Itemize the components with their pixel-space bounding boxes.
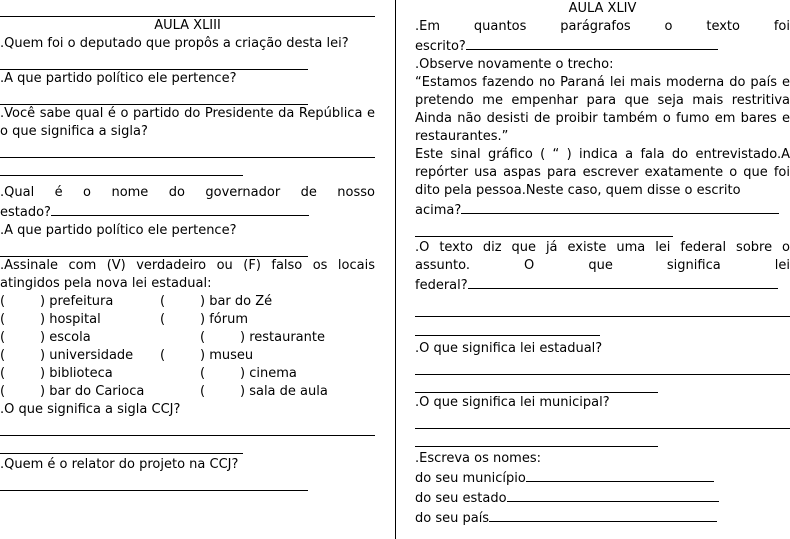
option-row (0, 383, 375, 401)
question-party: .A que partido político ele pertence? (0, 71, 237, 86)
answer-line[interactable] (0, 435, 375, 436)
answer-line[interactable] (0, 175, 243, 176)
question-governor-party: .A que partido político ele pertence? (0, 223, 237, 238)
option-label: ) prefeitura (40, 294, 114, 309)
answer-field[interactable] (507, 488, 719, 502)
answer-field[interactable] (466, 36, 718, 50)
option-label: ) escola (40, 330, 91, 345)
answer-line[interactable] (0, 490, 308, 491)
name-municipality: do seu município (415, 468, 790, 488)
question-ccj: .O que significa a sigla CCJ? (0, 402, 181, 417)
question-president-party: .Você sabe qual é o partido do Presidente da República e o que significa a sigla? (0, 106, 375, 139)
question-who-said: acima? (415, 200, 790, 220)
explanation-text: Este sinal gráfico ( “ ) indica a fala do entrevistado.A repórter usa aspas para escrever exatamente o que foi dito pela pessoa.Neste caso, quem disse o escrito (415, 147, 790, 198)
answer-line[interactable] (0, 453, 243, 454)
question-paragraphs: .Em quantos parágrafos o texto foi (415, 19, 790, 34)
answer-line[interactable] (415, 374, 790, 375)
checkbox[interactable]: ( (200, 384, 206, 399)
quote-text: “Estamos fazendo no Paraná lei mais moderna do país e pretendo me empenhar para que seja mais restritiva Ainda não desisti de proibir também o fumo em bares e restaurantes.” (415, 75, 790, 144)
checkbox[interactable]: ( (0, 330, 6, 345)
option-label: ) bar do Zé (200, 294, 273, 309)
checkbox[interactable]: ( (160, 348, 166, 363)
question-observe: .Observe novamente o trecho: (415, 57, 614, 72)
checkbox[interactable]: ( (160, 312, 166, 327)
option-row (0, 365, 375, 383)
question-governor-cont: estado? (0, 202, 375, 222)
lesson-44 (415, 0, 790, 528)
option-label: ) hospital (40, 312, 101, 327)
answer-field[interactable] (526, 468, 714, 482)
answer-line[interactable] (0, 157, 375, 158)
lesson-43 (0, 0, 375, 491)
lesson-44-title: AULA XLIV (568, 1, 637, 16)
option-row (0, 311, 375, 329)
question-names: .Escreva os nomes: (415, 451, 541, 466)
question-governor: .Qual é o nome do governador de nosso (0, 185, 375, 200)
question-federal-law-end: federal? (415, 275, 790, 295)
checkbox[interactable]: ( (0, 312, 6, 327)
checkbox[interactable]: ( (0, 348, 6, 363)
option-row (0, 329, 375, 347)
question-federal-law: .O texto diz que já existe uma lei federal sobre o (415, 240, 790, 255)
question-municipal-law: .O que significa lei municipal? (415, 395, 610, 410)
checkbox[interactable]: ( (160, 294, 166, 309)
answer-line[interactable] (415, 428, 790, 429)
question-paragraphs-cont: escrito? (415, 36, 790, 56)
checkbox[interactable]: ( (200, 366, 206, 381)
question-true-false: .Assinale com (V) verdadeiro ou (F) falso os locais atingidos pela nova lei estadual: (0, 258, 375, 291)
question-rapporteur: .Quem é o relator do projeto na CCJ? (0, 457, 239, 472)
name-state: do seu estado (415, 488, 790, 508)
answer-field[interactable] (468, 275, 778, 289)
answer-field[interactable] (51, 202, 309, 216)
checkbox[interactable]: ( (0, 366, 6, 381)
question-state-law: .O que significa lei estadual? (415, 341, 603, 356)
checkbox[interactable]: ( (0, 384, 6, 399)
name-country: do seu país (415, 508, 790, 528)
option-label: ) restaurante (240, 330, 325, 345)
option-label: ) bar do Carioca (40, 384, 145, 399)
option-label: ) museu (200, 348, 254, 363)
answer-line[interactable] (415, 446, 658, 447)
answer-field[interactable] (461, 200, 779, 214)
option-label: ) sala de aula (240, 384, 328, 399)
option-label: ) cinema (240, 366, 297, 381)
column-divider (395, 0, 396, 539)
lesson-43-title: AULA XLIII (154, 18, 221, 33)
checkbox[interactable]: ( (200, 330, 206, 345)
answer-line[interactable] (415, 335, 600, 336)
option-label: ) fórum (200, 312, 248, 327)
options-list (0, 293, 375, 401)
question-deputy: .Quem foi o deputado que propôs a criação desta lei? (0, 36, 349, 51)
option-row (0, 347, 375, 365)
option-label: ) biblioteca (40, 366, 113, 381)
checkbox[interactable]: ( (0, 294, 6, 309)
answer-line[interactable] (415, 392, 658, 393)
question-federal-law-cont: assunto. O que significa lei (415, 258, 790, 273)
answer-field[interactable] (489, 508, 717, 522)
answer-line[interactable] (415, 236, 673, 237)
option-label: ) universidade (40, 348, 134, 363)
answer-line[interactable] (415, 316, 790, 317)
option-row (0, 293, 375, 311)
